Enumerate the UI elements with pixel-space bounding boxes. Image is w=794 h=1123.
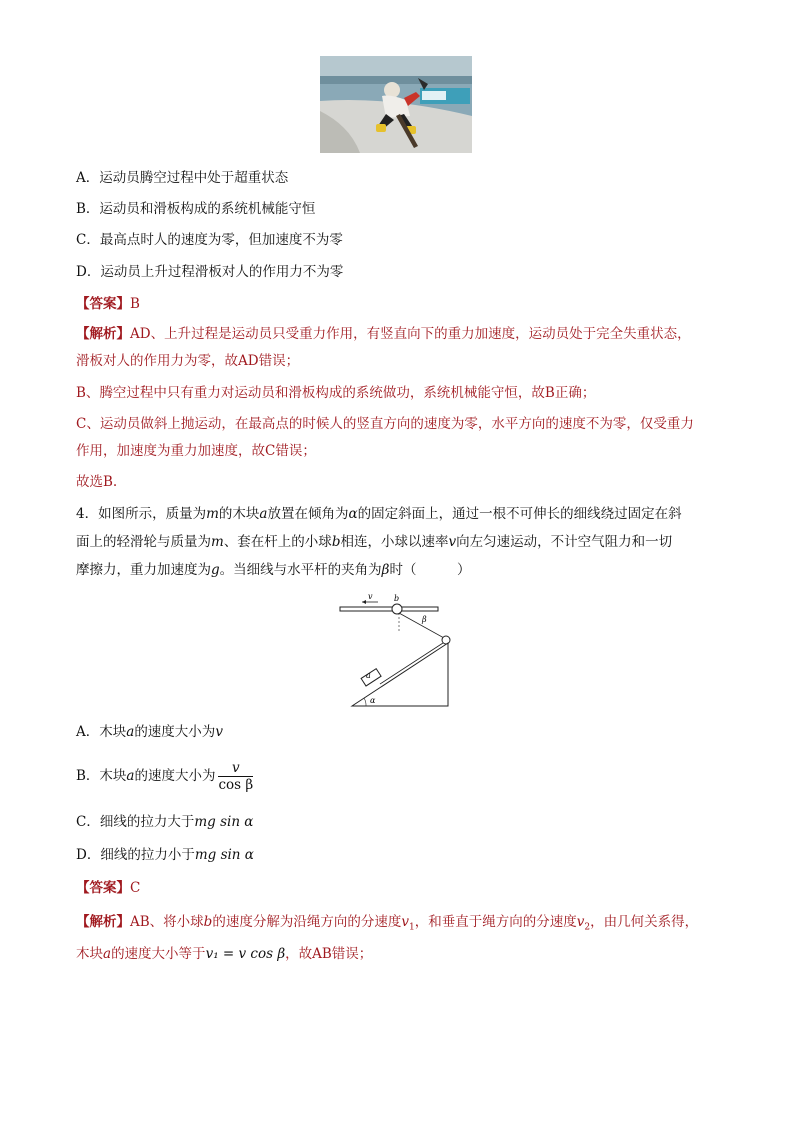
option-text: B．木块 xyxy=(76,768,127,784)
option-text: 的速度大小为 xyxy=(134,768,216,784)
stem-text: 、套在杆上的小球 xyxy=(223,534,332,550)
q4-option-b xyxy=(76,758,253,794)
q4-answer xyxy=(76,878,140,898)
q4-stem-line1 xyxy=(76,504,682,524)
option-text: 的速度大小为 xyxy=(134,724,216,740)
q4-analysis-line2 xyxy=(76,944,372,964)
analysis-text: 的速度大小等于 xyxy=(111,946,206,962)
stem-text: 的固定斜面上，通过一根不可伸长的细线绕过固定在斜 xyxy=(357,506,682,522)
q4-analysis-line1: 【解析】AB、将小球b的速度分解为沿绳方向的分速度$v_1$，和垂直于绳方向的分速度$v_2$，由几何关系得， xyxy=(76,914,699,933)
analysis-label: 【解析】 xyxy=(76,326,130,342)
analysis-text: 的速度分解为沿绳方向的分速度 xyxy=(212,914,402,930)
var-a: a xyxy=(126,724,135,740)
var-v: v xyxy=(215,724,223,740)
math-expr: mg sin α xyxy=(194,814,254,830)
label-alpha: α xyxy=(370,696,376,705)
stem-text: 时（ ） xyxy=(389,562,471,578)
analysis-text: 木块 xyxy=(76,946,103,962)
q3-answer xyxy=(76,294,140,314)
math-expr: v₁ = v cos β xyxy=(205,946,286,962)
math-expr: mg sin α xyxy=(194,847,254,863)
option-text: C．细线的拉力大于 xyxy=(76,814,195,830)
label-beta: β xyxy=(422,615,427,624)
stem-text: 相连，小球以速率 xyxy=(340,534,449,550)
q3-option-d: D．运动员上升过程滑板对人的作用力不为零 xyxy=(76,264,344,280)
var-alpha: α xyxy=(348,506,358,522)
q3-analysis-3b: 作用，加速度为重力加速度，故C错误； xyxy=(76,443,316,459)
analysis-text: ，和垂直于绳方向的分速度 xyxy=(414,914,577,930)
q3-analysis-1a xyxy=(76,324,691,344)
label-v: v xyxy=(368,592,373,601)
option-text: D．细线的拉力小于 xyxy=(76,847,195,863)
analysis-text: ，故AB错误； xyxy=(285,946,373,962)
fraction-v-over-cos-beta xyxy=(218,760,253,793)
q4-option-a xyxy=(76,722,223,742)
var-beta: β xyxy=(381,562,390,578)
var-m: m xyxy=(206,506,219,522)
stem-text: 摩擦力，重力加速度为 xyxy=(76,562,211,578)
skateboarder-photo xyxy=(320,56,472,153)
var-a: a xyxy=(126,768,135,784)
analysis-text: ，由几何关系得， xyxy=(590,914,699,930)
q3-analysis-3a: C、运动员做斜上抛运动，在最高点的时候人的竖直方向的速度为零，水平方向的速度不为零，仅受重力 xyxy=(76,416,694,432)
stem-text: 的木块 xyxy=(218,506,260,522)
q4-option-d xyxy=(76,845,254,865)
q4-option-c xyxy=(76,812,253,832)
stem-text: 面上的轻滑轮与质量为 xyxy=(76,534,211,550)
answer-label: 【答案】 xyxy=(76,880,130,896)
var-a: a xyxy=(259,506,268,522)
q4-stem-line3 xyxy=(76,560,470,580)
var-v: v xyxy=(448,534,457,550)
stem-text: 4．如图所示，质量为 xyxy=(76,506,207,522)
answer-label: 【答案】 xyxy=(76,296,130,312)
stem-text: 。当细线与水平杆的夹角为 xyxy=(219,562,382,578)
label-b: b xyxy=(394,594,400,603)
fraction-denominator: cos β xyxy=(218,777,254,793)
option-text: A．木块 xyxy=(76,724,127,740)
q3-conclusion: 故选B. xyxy=(76,474,118,490)
var-g: g xyxy=(211,562,220,578)
q3-analysis-1b: 滑板对人的作用力为零，故AD错误； xyxy=(76,353,300,369)
label-a: a xyxy=(366,671,371,680)
analysis-text: AD、上升过程是运动员只受重力作用，有竖直向下的重力加速度，运动员处于完全失重状态， xyxy=(130,326,691,342)
q3-option-c: C．最高点时人的速度为零，但加速度不为零 xyxy=(76,232,343,248)
q3-option-a: A．运动员腾空过程中处于超重状态 xyxy=(76,170,289,186)
var-v2: v xyxy=(576,914,585,930)
var-v1: v xyxy=(401,914,409,930)
var-m: m xyxy=(211,534,224,550)
answer-value: C xyxy=(130,880,141,896)
q3-analysis-2: B、腾空过程中只有重力对运动员和滑板构成的系统做功，系统机械能守恒，故B正确； xyxy=(76,385,596,401)
var-b: b xyxy=(331,534,341,550)
incline-pulley-figure xyxy=(336,590,456,710)
q4-stem-line2 xyxy=(76,532,672,552)
analysis-text: AB、将小球 xyxy=(130,914,204,930)
var-b: b xyxy=(203,914,213,930)
q3-option-b: B．运动员和滑板构成的系统机械能守恒 xyxy=(76,201,316,217)
stem-text: 放置在倾角为 xyxy=(267,506,349,522)
answer-value: B xyxy=(130,296,140,312)
analysis-label: 【解析】 xyxy=(76,914,130,930)
var-a: a xyxy=(103,946,112,962)
fraction-numerator: v xyxy=(218,760,253,777)
stem-text: 向左匀速运动，不计空气阻力和一切 xyxy=(456,534,673,550)
